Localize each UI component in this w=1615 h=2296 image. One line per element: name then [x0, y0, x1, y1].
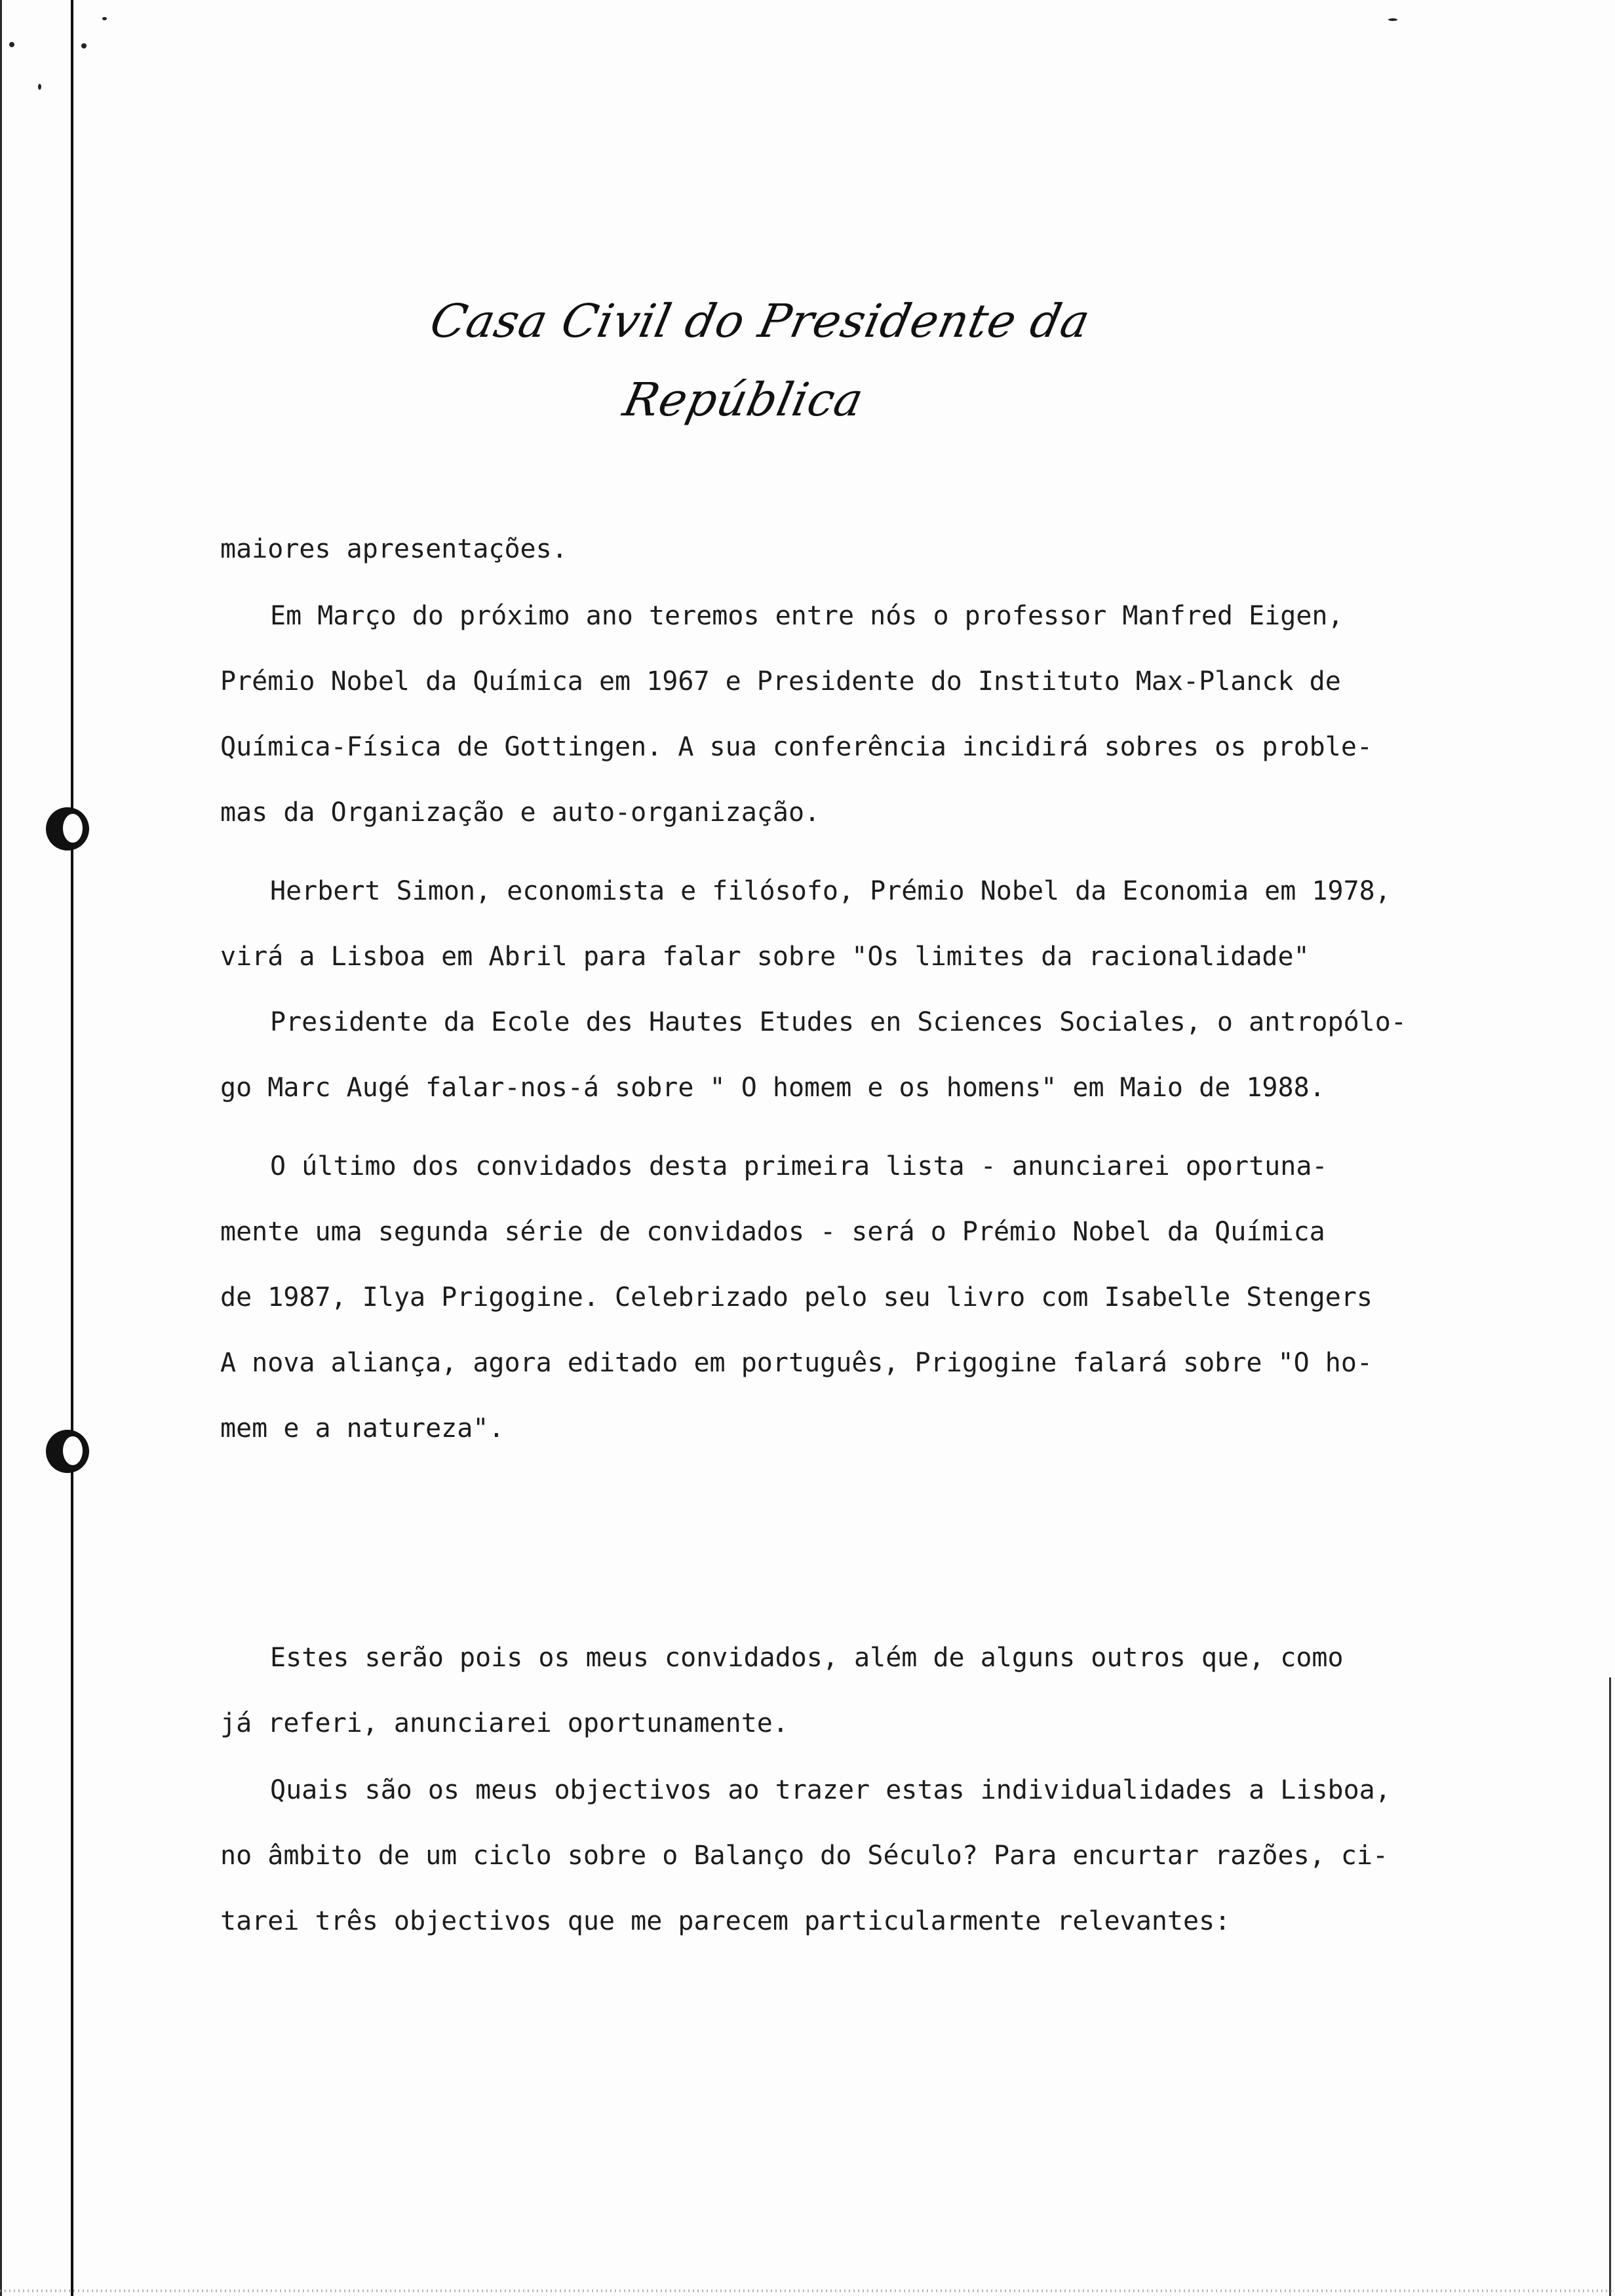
scan-speck	[9, 42, 14, 47]
text-line: Herbert Simon, economista e filósofo, Prémio Nobel da Economia em 1978,	[270, 876, 1391, 906]
text-line: Prémio Nobel da Química em 1967 e Presidente do Instituto Max-Planck de	[220, 666, 1341, 697]
text-line: mente uma segunda série de convidados - será o Prémio Nobel da Química	[220, 1217, 1325, 1247]
margin-rule	[71, 0, 73, 2296]
text-line: no âmbito de um ciclo sobre o Balanço do Século? Para encurtar razões, ci-	[220, 1841, 1389, 1871]
text-line: mas da Organização e auto-organização.	[220, 797, 821, 828]
punch-hole	[46, 807, 89, 851]
text-line: de 1987, Ilya Prigogine. Celebrizado pelo seu livro com Isabelle Stengers	[220, 1282, 1372, 1312]
text-line: Química-Física de Gottingen. A sua conferência incidirá sobres os proble-	[220, 732, 1372, 762]
scan-right-edge	[1609, 1677, 1611, 2296]
text-line: go Marc Augé falar-nos-á sobre " O homem e os homens" em Maio de 1988.	[220, 1073, 1325, 1103]
scan-speck	[102, 17, 107, 20]
text-line: A nova aliança, agora editado em português, Prigogine falará sobre "O ho-	[220, 1348, 1372, 1378]
text-line: virá a Lisboa em Abril para falar sobre "Os limites da racionalidade"	[220, 942, 1310, 972]
text-line: Estes serão pois os meus convidados, além de alguns outros que, como	[270, 1643, 1344, 1673]
text-line: tarei três objectivos que me parecem particularmente relevantes:	[220, 1906, 1231, 1936]
scan-bottom-edge	[0, 2289, 1615, 2292]
text-line: Quais são os meus objectivos ao trazer estas individualidades a Lisboa,	[270, 1775, 1391, 1805]
scan-speck	[81, 43, 87, 48]
scan-left-edge	[0, 0, 2, 2296]
punch-hole	[46, 1430, 89, 1473]
text-line: mem e a natureza".	[220, 1413, 505, 1444]
text-line: já referi, anunciarei oportunamente.	[220, 1708, 788, 1738]
scan-speck	[38, 84, 41, 90]
text-line: maiores apresentações.	[220, 534, 568, 564]
text-line: O último dos convidados desta primeira lista - anunciarei oportuna-	[270, 1151, 1328, 1181]
letterhead: Casa Civil do Presidente da República	[425, 294, 1095, 427]
text-line: Presidente da Ecole des Hautes Etudes en Sciences Sociales, o antropólo-	[270, 1007, 1407, 1037]
scan-speck	[1388, 18, 1397, 21]
text-line: Em Março do próximo ano teremos entre nós o professor Manfred Eigen,	[270, 601, 1344, 631]
